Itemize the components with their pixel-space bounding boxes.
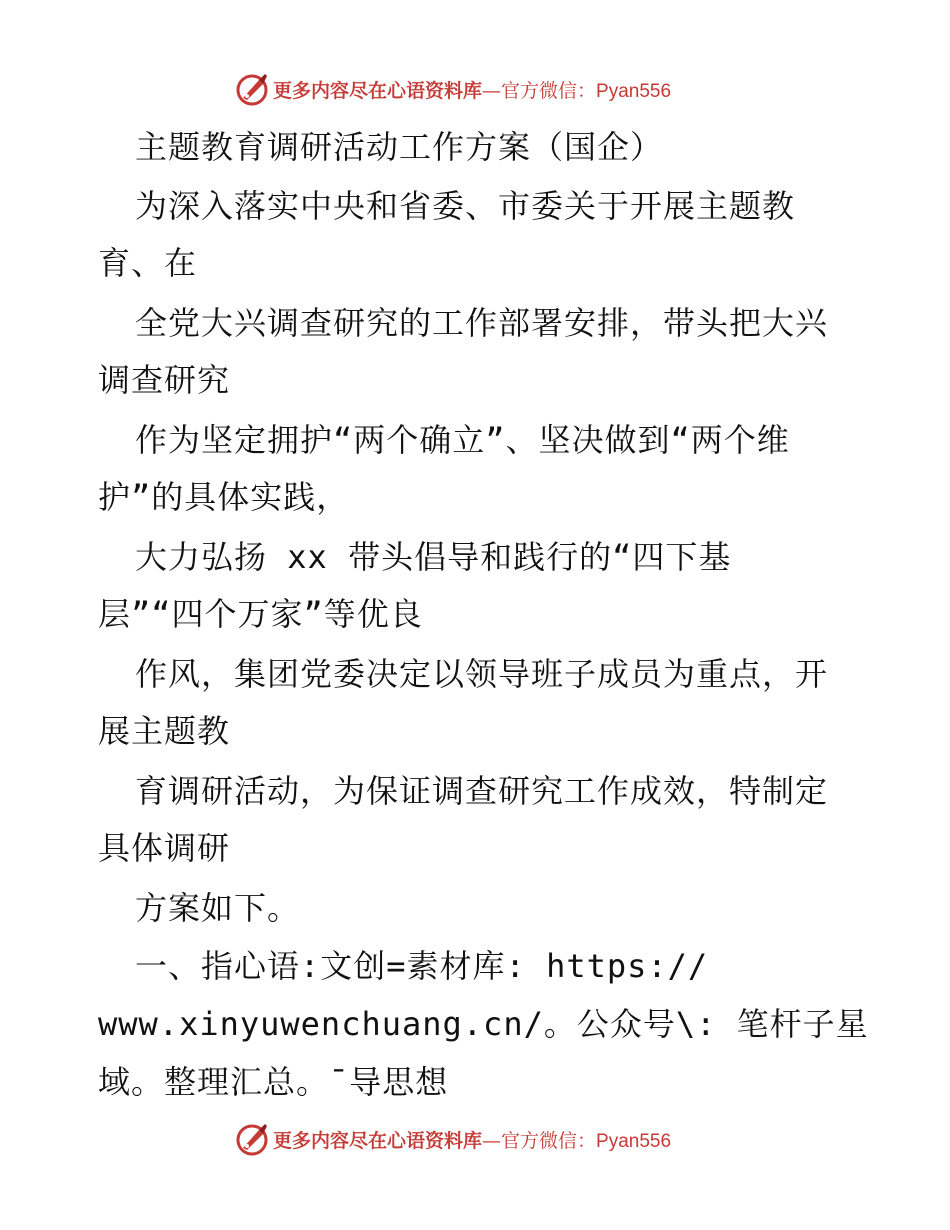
paragraph-line: 大力弘扬 xx 带头倡导和践行的“四下基 <box>135 538 732 576</box>
watermark-text <box>273 76 671 103</box>
header-watermark-banner <box>235 72 715 106</box>
paragraph-line: 育、在 <box>98 244 198 282</box>
paragraph-line: www.xinyuwenchuang.cn/。公众号\: 笔杆子星 <box>98 1005 869 1043</box>
watermark-official-label: 官方微信： <box>501 79 597 102</box>
watermark-wechat-id: Pyan556 <box>596 1130 672 1152</box>
paragraph-line: 域。整理汇总。¯导思想 <box>98 1063 449 1101</box>
paragraph-line: 育调研活动，为保证调查研究工作成效，特制定 <box>135 772 829 810</box>
watermark-lead: 更多内容尽在心语资料库 <box>273 79 483 102</box>
paragraph-line: 为深入落实中央和省委、市委关于开展主题教 <box>135 187 796 225</box>
watermark-wechat-id: Pyan556 <box>596 80 672 102</box>
footer-watermark-banner <box>235 1122 715 1156</box>
document-title: 主题教育调研活动工作方案（国企） <box>135 128 664 166</box>
paragraph-line: 调查研究 <box>98 361 231 399</box>
watermark-official-label: 官方微信： <box>501 1129 597 1152</box>
watermark-text <box>273 1126 671 1153</box>
watermark-separator: — <box>482 1129 502 1152</box>
section-heading-line: 一、指心语:文创=素材库: https:// <box>135 947 709 985</box>
pen-logo-icon <box>235 1122 269 1156</box>
paragraph-line: 具体调研 <box>98 829 231 867</box>
paragraph-line: 作为坚定拥护“两个确立”、坚决做到“两个维 <box>135 421 790 459</box>
paragraph-line: 层”“四个万家”等优良 <box>98 595 423 633</box>
paragraph-line: 作风，集团党委决定以领导班子成员为重点，开 <box>135 655 829 693</box>
paragraph-line: 全党大兴调查研究的工作部署安排，带头把大兴 <box>135 304 829 342</box>
watermark-separator: — <box>482 79 502 102</box>
pen-logo-icon <box>235 72 269 106</box>
paragraph-line: 展主题教 <box>98 712 231 750</box>
paragraph-line: 护”的具体实践， <box>98 478 350 516</box>
watermark-lead: 更多内容尽在心语资料库 <box>273 1129 483 1152</box>
paragraph-line: 方案如下。 <box>135 889 301 927</box>
